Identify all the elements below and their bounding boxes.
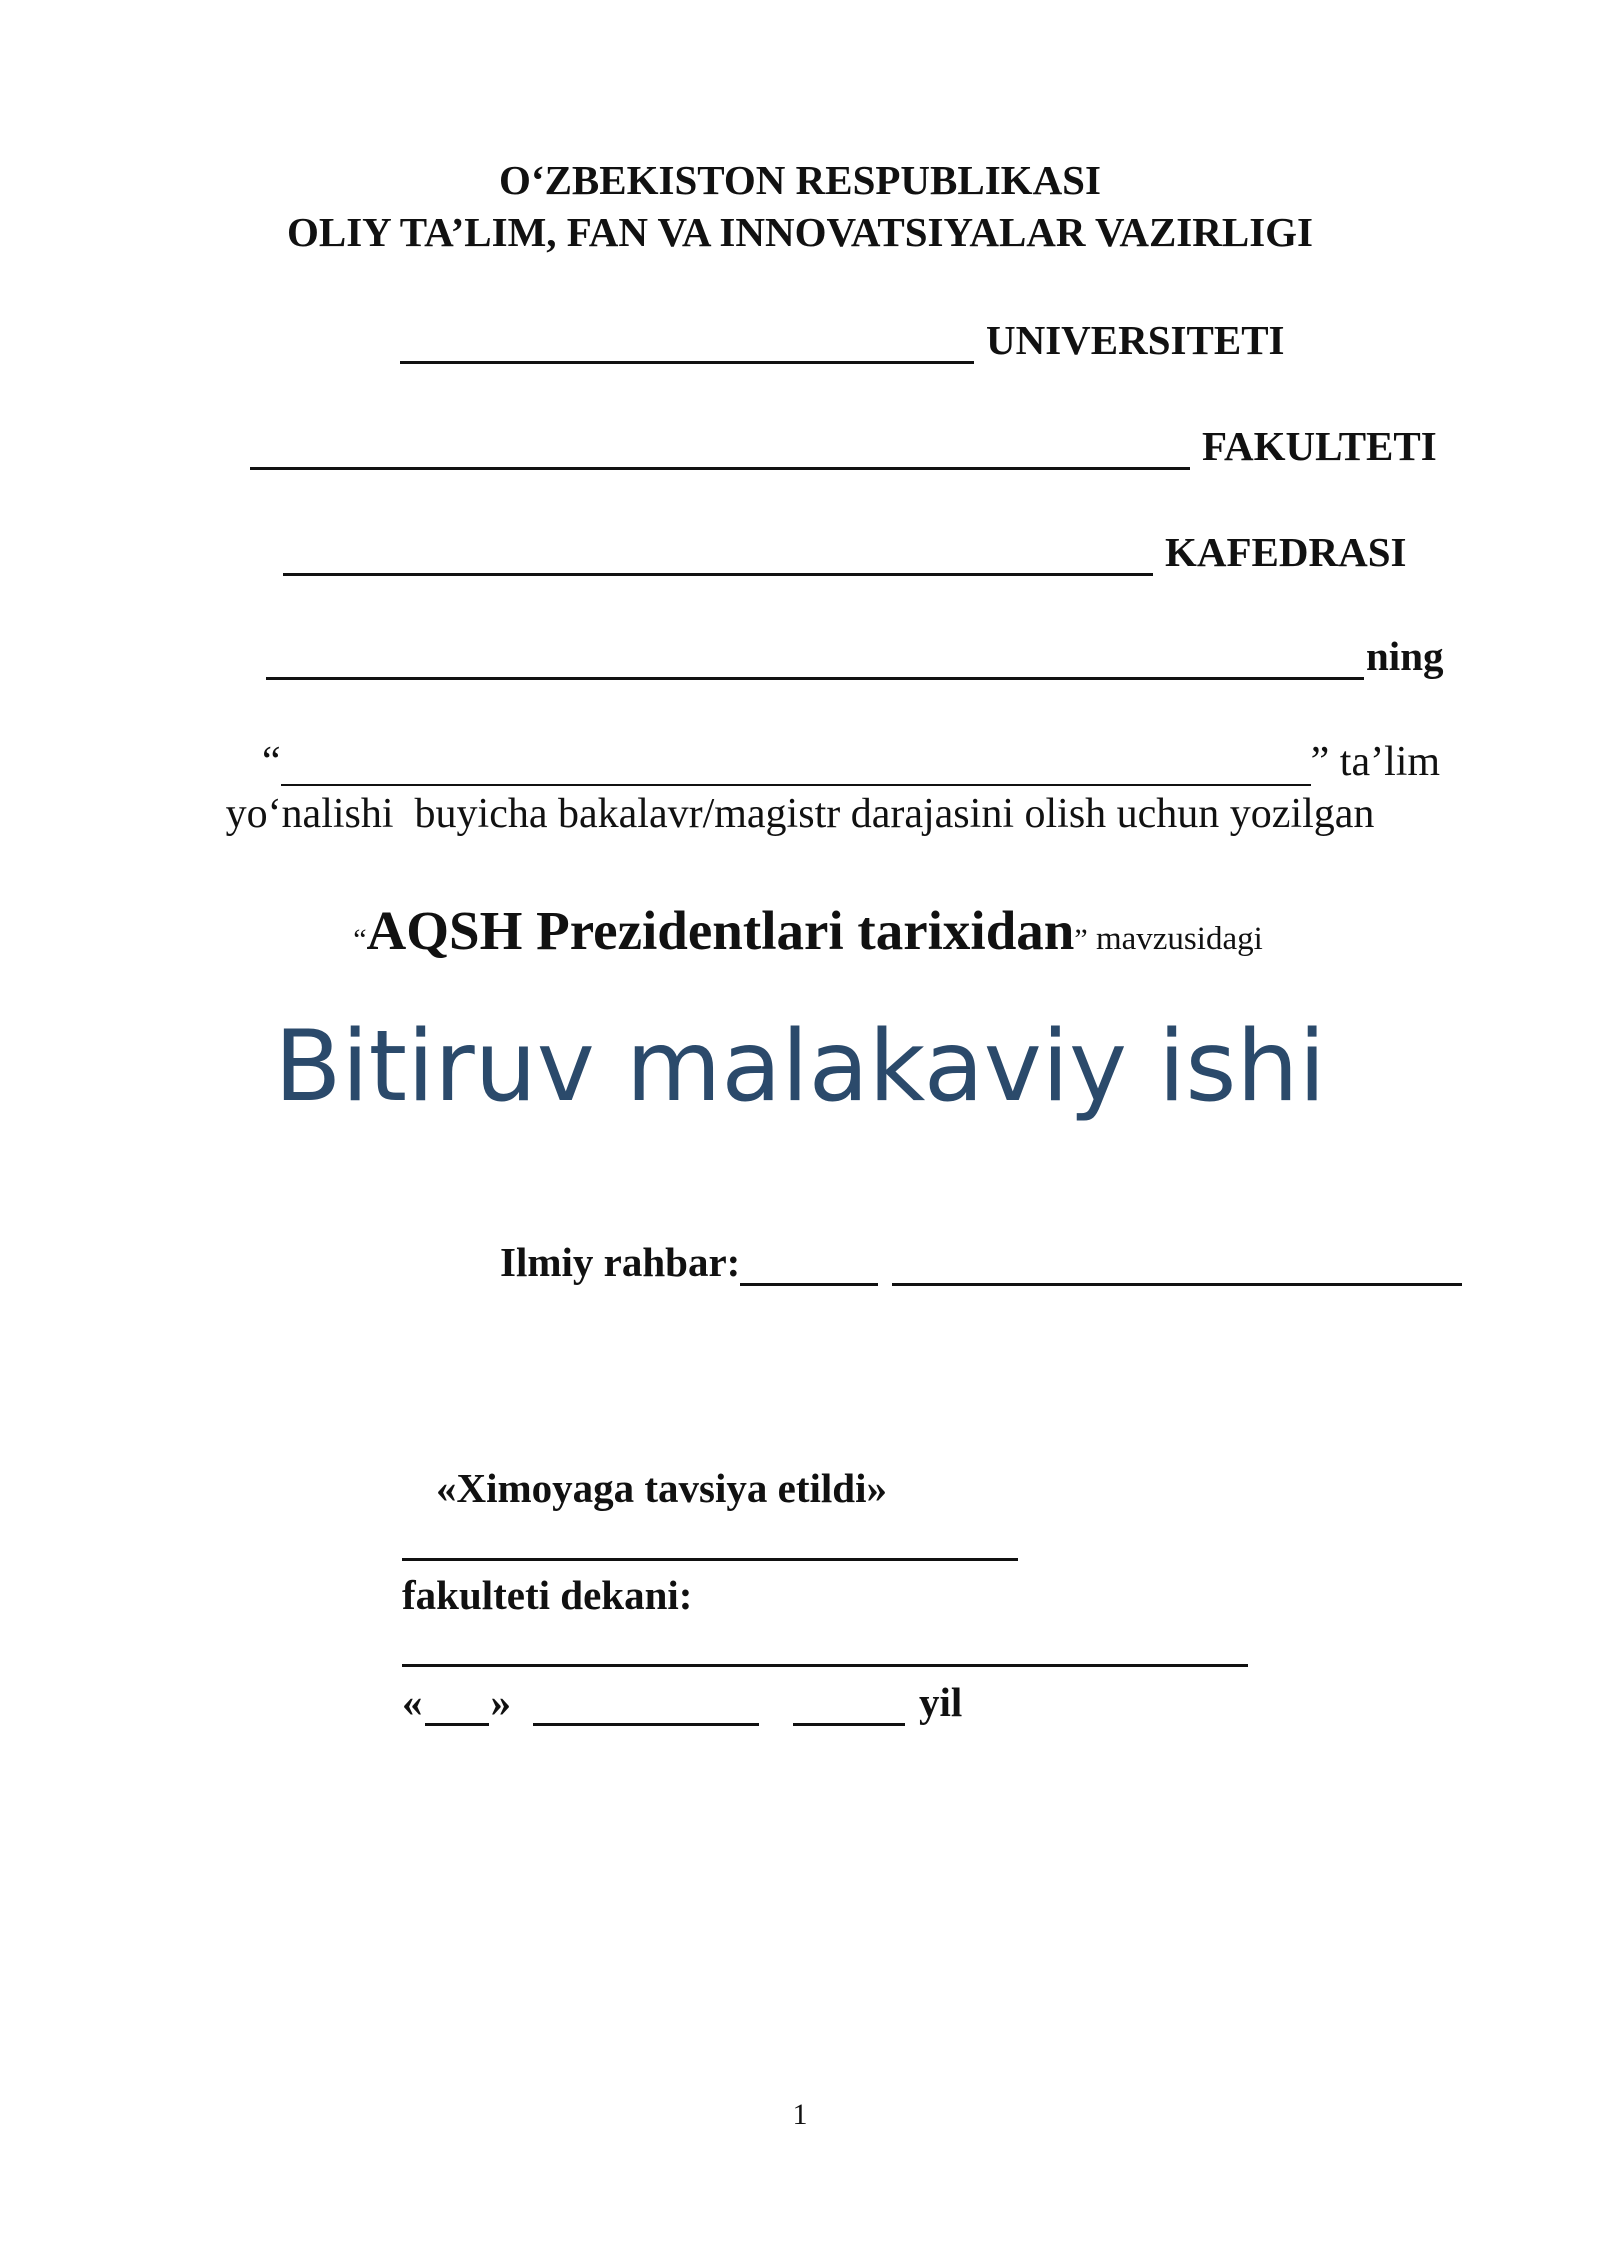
supervisor-name-blank — [892, 1253, 1462, 1286]
direction-open-quote: “ — [262, 739, 281, 785]
university-label: UNIVERSITETI — [986, 317, 1285, 363]
topic-close-quote: ” — [1074, 923, 1088, 956]
student-row — [266, 632, 1444, 680]
university-blank — [400, 331, 974, 364]
student-name-blank — [266, 647, 1364, 680]
faculty-row — [250, 422, 1437, 470]
date-month-blank — [533, 1693, 759, 1726]
country-heading: O‘ZBEKISTON RESPUBLIKASI — [499, 157, 1101, 203]
direction-blank — [281, 754, 1311, 786]
document-type-heading: Bitiruv malakaviy ishi — [274, 1010, 1326, 1124]
date-close-quote: » — [490, 1679, 511, 1725]
direction-row — [262, 738, 1440, 786]
recommend-heading: «Ximoyaga tavsiya etildi» — [436, 1465, 887, 1511]
supervisor-row — [500, 1238, 1462, 1286]
dean-faculty-row — [402, 1528, 1030, 1561]
topic-title: AQSH Prezidentlari tarixidan — [366, 900, 1075, 961]
topic-open-quote: “ — [353, 923, 367, 956]
department-row — [283, 528, 1406, 576]
department-label: KAFEDRASI — [1165, 529, 1407, 575]
university-row — [400, 316, 1285, 364]
dean-name-row — [402, 1634, 1260, 1667]
dean-faculty-blank — [402, 1528, 1018, 1561]
dean-name-blank — [402, 1634, 1248, 1667]
faculty-blank — [250, 437, 1190, 470]
date-day-blank — [425, 1693, 489, 1726]
supervisor-label: Ilmiy rahbar: — [500, 1239, 741, 1285]
year-label: yil — [919, 1679, 963, 1725]
faculty-label: FAKULTETI — [1202, 423, 1437, 469]
topic-suffix: mavzusidagi — [1087, 921, 1263, 957]
student-suffix: ning — [1366, 633, 1444, 679]
date-open-quote: « — [402, 1679, 423, 1725]
department-blank — [283, 543, 1153, 576]
dean-label: fakulteti dekani: — [402, 1572, 693, 1618]
degree-line: yo‘nalishi buyicha bakalavr/magistr darajasini olish uchun yozilgan — [225, 791, 1375, 837]
page-number: 1 — [792, 2098, 808, 2131]
ministry-heading: OLIY TA’LIM, FAN VA INNOVATSIYALAR VAZIRLIGI — [286, 209, 1314, 255]
topic-line — [0, 887, 1600, 974]
supervisor-title-blank — [740, 1253, 878, 1286]
date-row — [402, 1678, 962, 1726]
direction-close-text: ” ta’lim — [1310, 739, 1441, 785]
date-year-blank — [793, 1693, 905, 1726]
